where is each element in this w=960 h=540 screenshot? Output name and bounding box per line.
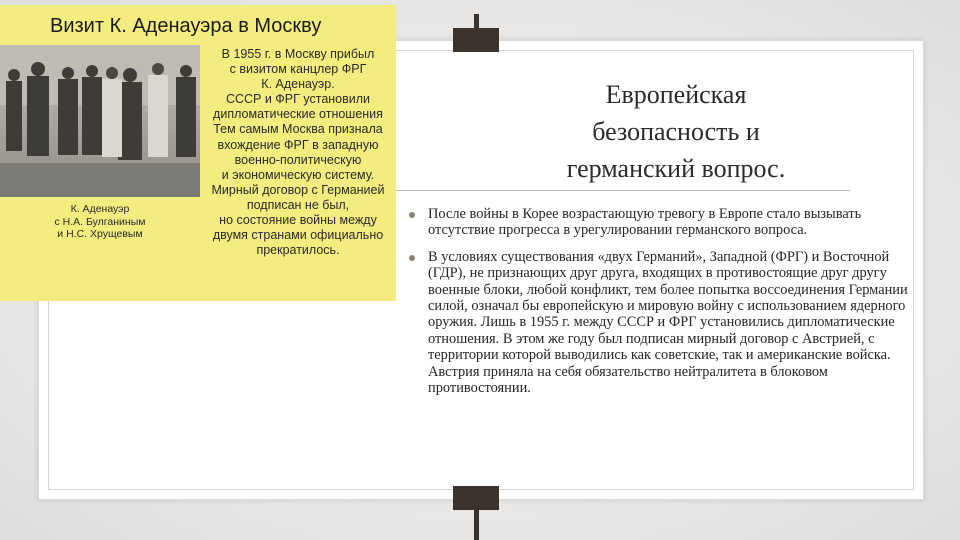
info-text-line: военно-политическую bbox=[234, 152, 362, 167]
info-text-line: но состояние войны между bbox=[219, 213, 377, 228]
bullet-item bbox=[408, 249, 924, 397]
info-text-line: В 1955 г. в Москву прибыл bbox=[221, 47, 375, 61]
caption-line: К. Аденауэр bbox=[70, 203, 130, 215]
slide-title-line: германский вопрос. bbox=[566, 154, 786, 183]
info-text-line: Мирный договор с Германией bbox=[211, 182, 385, 197]
top-accent-tab bbox=[453, 28, 499, 52]
caption-line: и Н.С. Хрущевым bbox=[57, 228, 143, 240]
photo-caption bbox=[10, 203, 190, 241]
bottom-accent-tab bbox=[453, 486, 499, 510]
title-divider bbox=[396, 190, 850, 191]
slide-title-line: Европейская bbox=[605, 80, 747, 109]
info-text-line: К. Аденауэр. bbox=[261, 77, 335, 92]
bullet-text: После войны в Корее возрастающую тревогу в Европе стало вызывать отсутствие прогресса в урегулировании германского вопроса. bbox=[428, 206, 862, 239]
info-text-line: СССР и ФРГ установили bbox=[225, 92, 371, 107]
slide-title bbox=[522, 76, 830, 187]
info-text-line: прекратилось. bbox=[256, 243, 340, 258]
slide-title-line: безопасность и bbox=[592, 117, 760, 146]
info-panel bbox=[0, 5, 396, 301]
info-text-line: с визитом канцлер ФРГ bbox=[229, 62, 367, 77]
bullet-dot-icon bbox=[409, 212, 415, 218]
info-text-line: двумя странами официально bbox=[212, 228, 384, 243]
caption-line: с Н.А. Булганиным bbox=[54, 215, 146, 228]
info-text-line: вхождение ФРГ в западную bbox=[217, 137, 379, 152]
bullet-item bbox=[408, 206, 924, 239]
info-text-line: подписан не был, bbox=[246, 197, 350, 212]
historic-photo bbox=[0, 45, 200, 197]
bullet-text: В условиях существования «двух Германий», Западной (ФРГ) и Восточной (ГДР), не признающих друг друга, входящих в противостоящие друг другу военные блоки, любой конфликт, тем более попытка воссоединения Германии силой, означал бы европейскую и мировую войну с использованием ядерного оружия. Лишь в 1955 г. между СССР и ФРГ установились дипломатические отношения. В этом же году был подписан мирный договор с Австрией, с территории которой выводились как советские, так и американские войска. Австрия приняла на себя обязательство нейтралитета в блоковом противостоянии. bbox=[428, 248, 908, 397]
info-text-line: Тем самым Москва признала bbox=[213, 122, 383, 137]
top-accent-line bbox=[474, 14, 479, 28]
info-panel-text bbox=[200, 47, 396, 258]
photo-figures-image bbox=[0, 45, 200, 197]
bullet-dot-icon bbox=[409, 255, 415, 261]
bottom-accent-line bbox=[474, 510, 479, 540]
info-panel-title: Визит К. Аденауэра в Москву bbox=[50, 15, 322, 37]
info-text-line: и экономическую систему. bbox=[221, 167, 375, 182]
bullet-list bbox=[408, 206, 924, 406]
info-text-line: дипломатические отношения bbox=[213, 107, 383, 122]
